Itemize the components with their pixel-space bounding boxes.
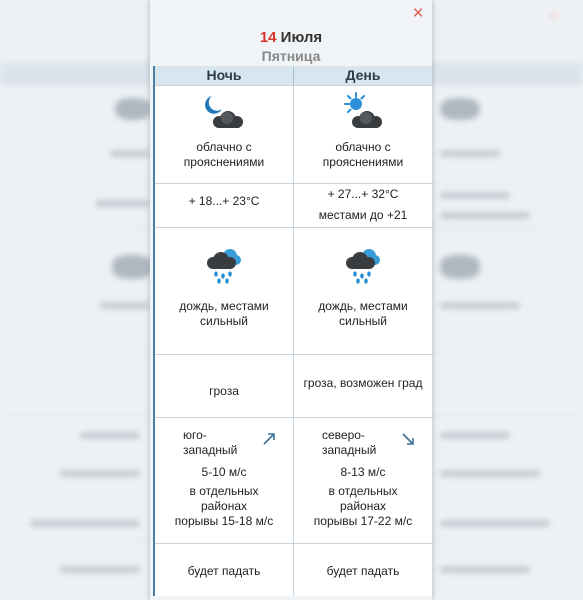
pressure-cell-night bbox=[155, 544, 293, 596]
wind-gusts-day: порывы 17-22 м/с bbox=[313, 514, 413, 528]
storm-row bbox=[155, 354, 432, 417]
popup-weekday: Пятница bbox=[261, 48, 321, 64]
pressure-row bbox=[155, 543, 432, 596]
sky-row bbox=[155, 85, 432, 183]
weather-popup bbox=[150, 0, 432, 600]
sky-cell-day bbox=[293, 86, 432, 183]
wind-speed-night: 5-10 м/с bbox=[201, 465, 247, 479]
pressure-night: будет падать bbox=[187, 564, 261, 578]
background-page: × bbox=[0, 0, 583, 600]
popup-date bbox=[150, 29, 432, 46]
temperature-day-note: местами до +21 bbox=[318, 208, 408, 222]
precipitation-night: дождь, местами сильный bbox=[179, 299, 269, 328]
sun-cloud-icon bbox=[341, 92, 385, 132]
precipitation-row bbox=[155, 227, 432, 354]
storm-night: гроза bbox=[209, 384, 239, 398]
wind-cell-day bbox=[293, 418, 432, 543]
pressure-day: будет падать bbox=[326, 564, 400, 578]
moon-cloud-icon bbox=[202, 92, 246, 132]
wind-cell-night bbox=[155, 418, 293, 543]
forecast-table bbox=[153, 66, 432, 596]
temperature-row bbox=[155, 183, 432, 227]
wind-direction-night: юго-западный bbox=[183, 428, 238, 457]
wind-direction-day: северо-западный bbox=[322, 428, 377, 457]
pressure-cell-day bbox=[293, 544, 432, 596]
header-day: День bbox=[293, 66, 432, 85]
precipitation-cell-night bbox=[155, 228, 293, 354]
temperature-cell-night bbox=[155, 184, 293, 227]
forecast-header-row bbox=[155, 66, 432, 85]
temperature-cell-day bbox=[293, 184, 432, 227]
rain-cloud-icon bbox=[342, 244, 384, 284]
wind-note-night-line2: районах bbox=[200, 499, 248, 513]
date-day-number: 14 bbox=[259, 29, 277, 46]
storm-day: гроза, возможен град bbox=[303, 376, 423, 390]
date-month: Июля bbox=[280, 29, 323, 46]
wind-row bbox=[155, 417, 432, 543]
close-icon[interactable]: × bbox=[412, 3, 424, 24]
wind-gusts-night: порывы 15-18 м/с bbox=[174, 514, 274, 528]
sky-text-day: облачно с прояснениями bbox=[322, 140, 404, 169]
storm-cell-night bbox=[155, 355, 293, 417]
precipitation-cell-day bbox=[293, 228, 432, 354]
precipitation-day: дождь, местами сильный bbox=[318, 299, 408, 328]
wind-note-night bbox=[155, 484, 293, 529]
wind-note-day-line2: районах bbox=[339, 499, 387, 513]
wind-speed-day: 8-13 м/с bbox=[340, 465, 386, 479]
wind-note-day-line1: в отдельных bbox=[328, 484, 398, 498]
sky-text-night: облачно с прояснениями bbox=[183, 140, 265, 169]
arrow-southeast-icon bbox=[401, 432, 415, 446]
storm-cell-day bbox=[293, 355, 432, 417]
arrow-northeast-icon bbox=[262, 432, 276, 446]
rain-cloud-icon bbox=[203, 244, 245, 284]
temperature-night: + 18...+ 23°C bbox=[188, 194, 260, 208]
wind-note-day bbox=[294, 484, 432, 529]
temperature-day: + 27...+ 32°C bbox=[327, 187, 399, 201]
header-night: Ночь bbox=[206, 67, 242, 83]
wind-note-night-line1: в отдельных bbox=[189, 484, 259, 498]
sky-cell-night bbox=[155, 86, 293, 183]
